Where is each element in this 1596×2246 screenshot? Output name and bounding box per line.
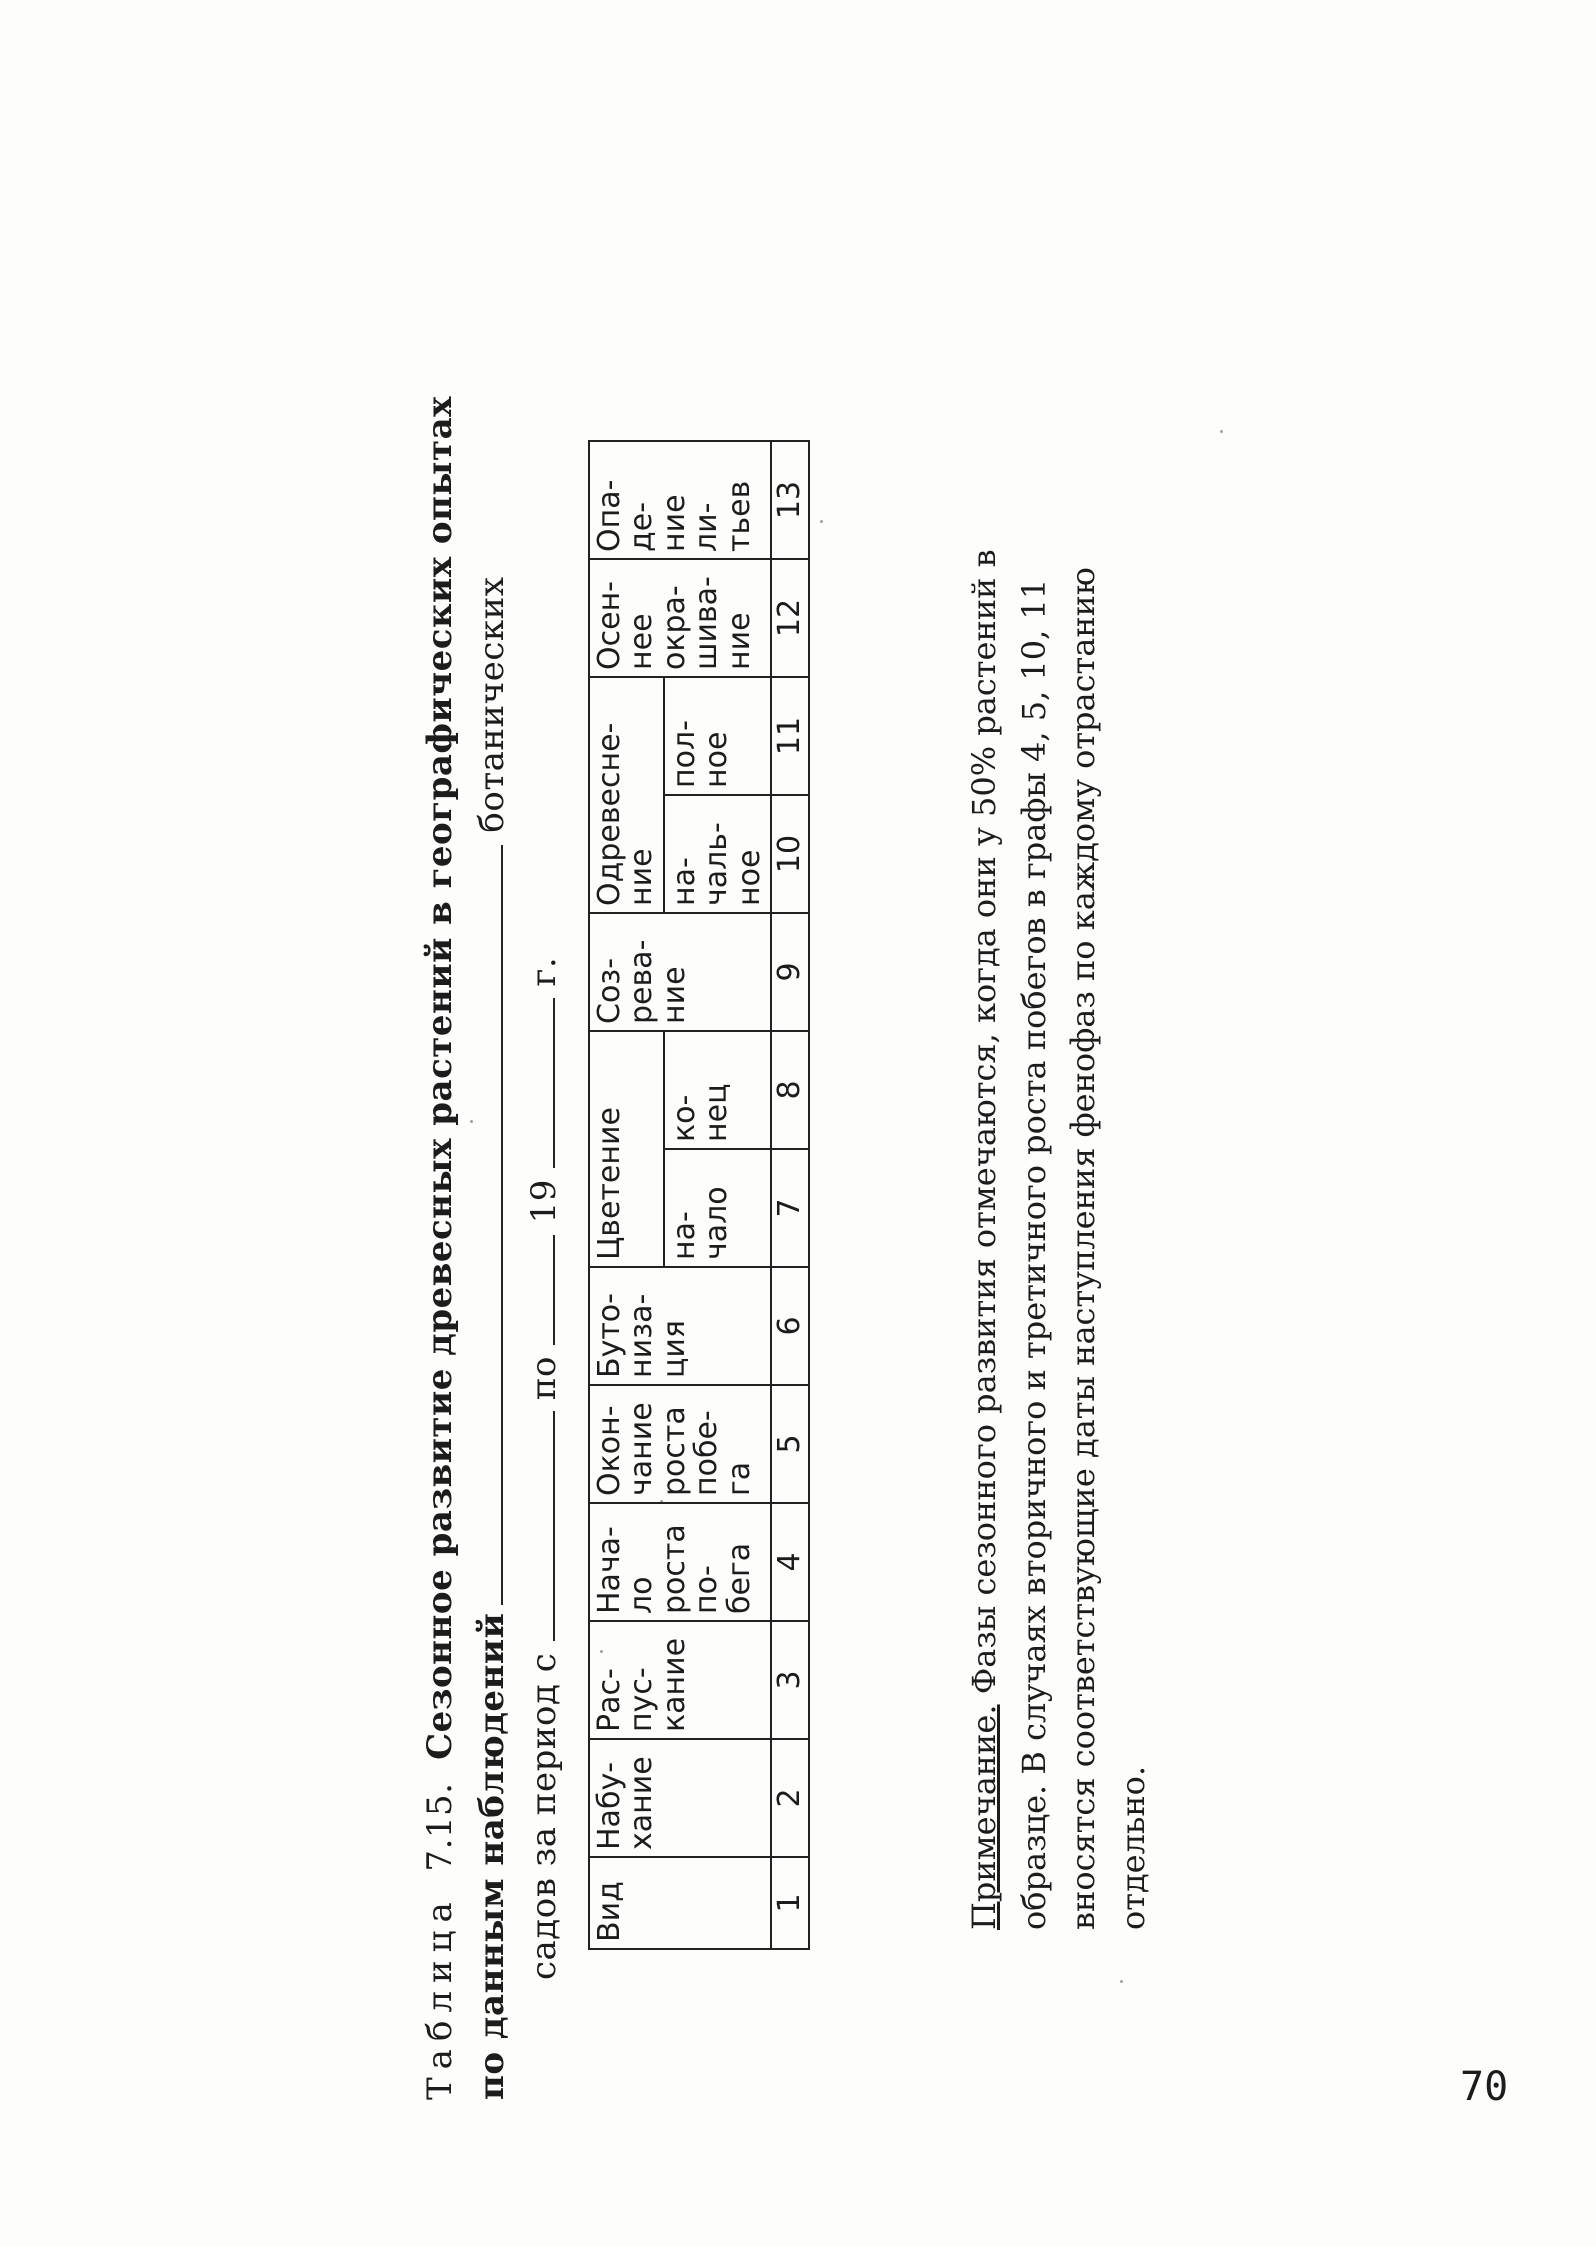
- header-flowering-start: на-чало: [664, 1149, 771, 1267]
- table-label: Таблица: [420, 1894, 460, 2100]
- header-lignification: Одревесне-ние: [589, 677, 664, 913]
- header-species: Вид: [589, 1857, 771, 1949]
- period-to-label: по: [524, 1355, 564, 1401]
- blank-line: [527, 998, 555, 1168]
- column-number: 1: [771, 1857, 809, 1949]
- header-unfolding: Рас-пус-кание: [589, 1621, 771, 1739]
- column-number: 10: [771, 795, 809, 913]
- title-line-3: [524, 957, 564, 1980]
- column-number: 6: [771, 1267, 809, 1385]
- blank-line: [527, 1411, 555, 1641]
- header-growth-start: Нача-ло роста по-бега: [589, 1503, 771, 1621]
- year-suffix: г.: [524, 956, 564, 987]
- column-number: 9: [771, 913, 809, 1031]
- column-number: 7: [771, 1149, 809, 1267]
- phenology-table: [588, 440, 810, 1950]
- rotated-page-content: [420, 220, 1152, 2100]
- header-autumn-coloring: Осен-нее окра-шива-ние: [589, 559, 771, 677]
- header-lignification-initial: на-чаль-ное: [664, 795, 771, 913]
- column-number: 2: [771, 1739, 809, 1857]
- note-label: Примечание.: [965, 1704, 1003, 1930]
- table-note: [960, 430, 1158, 1930]
- table-header-row: [589, 441, 664, 1949]
- header-leaf-fall: Опа-де-ние ли-тьев: [589, 441, 771, 559]
- header-flowering: Цветение: [589, 1031, 664, 1267]
- column-number: 8: [771, 1031, 809, 1149]
- column-number: 12: [771, 559, 809, 677]
- header-lignification-full: пол-ное: [664, 677, 771, 795]
- year-label: 19: [524, 1179, 564, 1224]
- note-text: Фазы сезонного развития отмечаются, когда они у 50% растений в образце. В случаях вторичного и третичного роста побегов в графы 4, 5, 10, 11 вносятся соответствующие даты наступления фенофаз по каждому отрастанию отдельно.: [965, 549, 1152, 1930]
- column-number: 13: [771, 441, 809, 559]
- header-ripening: Соз-рева-ние: [589, 913, 771, 1031]
- column-number: 4: [771, 1503, 809, 1621]
- title-line-2: [472, 577, 512, 2100]
- column-number: 3: [771, 1621, 809, 1739]
- column-number-row: [771, 441, 809, 1949]
- header-budding: Буто-низа-ция: [589, 1267, 771, 1385]
- title-line2-suffix: ботанических: [472, 576, 512, 833]
- table-title: [420, 396, 460, 2100]
- table-number: 7.15.: [420, 1782, 460, 1872]
- page-number: 70: [1460, 2064, 1509, 2110]
- period-from-label: садов за период с: [524, 1652, 564, 1980]
- column-number: 11: [771, 677, 809, 795]
- title-line2-prefix: по данным наблюдений: [472, 1612, 512, 2100]
- header-swelling: Набу-хание: [589, 1739, 771, 1857]
- scan-speck: [1220, 430, 1223, 433]
- table-title-text: Сезонное развитие древесных растений в географических опытах: [420, 396, 460, 1760]
- column-number: 5: [771, 1385, 809, 1503]
- blank-line: [475, 845, 503, 1605]
- blank-line: [527, 1235, 555, 1345]
- header-flowering-end: ко-нец: [664, 1031, 771, 1149]
- header-growth-end: Окон-чание роста побе-га: [589, 1385, 771, 1503]
